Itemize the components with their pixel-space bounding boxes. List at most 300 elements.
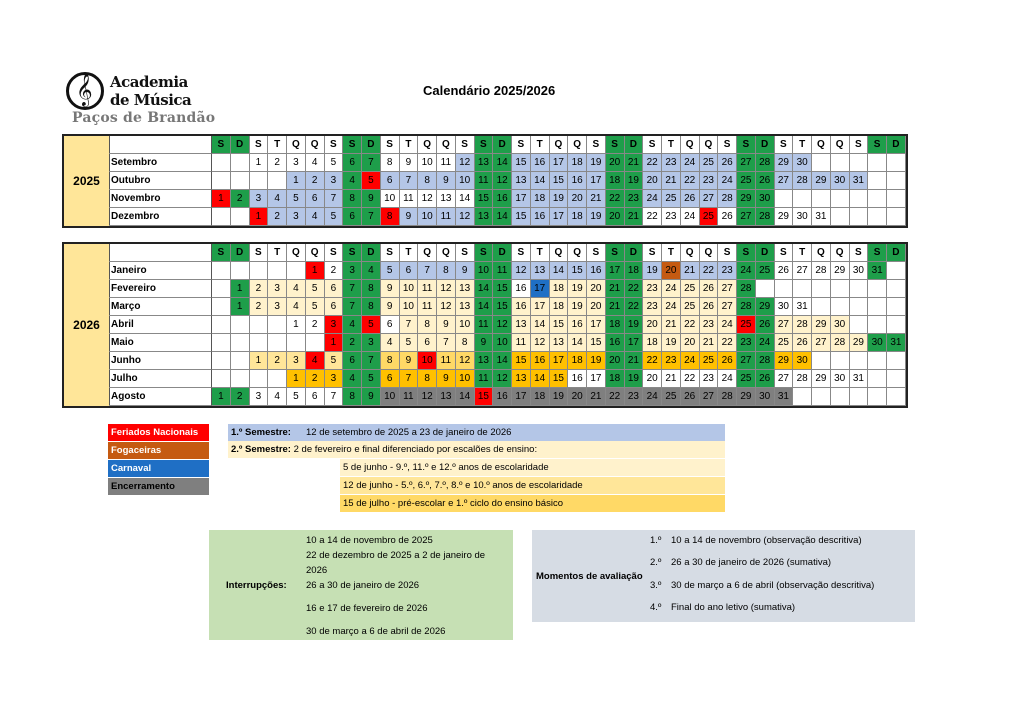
- day-cell: 29: [831, 262, 850, 280]
- day-cell: [231, 208, 250, 226]
- day-cell: 6: [381, 370, 400, 388]
- day-cell: 15: [587, 334, 606, 352]
- day-cell: 1: [231, 280, 250, 298]
- day-cell: 10: [381, 190, 400, 208]
- day-cell: 28: [793, 370, 812, 388]
- day-cell: 8: [437, 262, 456, 280]
- day-cell: [231, 262, 250, 280]
- weekday-header: S: [718, 244, 737, 262]
- day-cell: 28: [718, 388, 737, 406]
- day-cell: 3: [250, 190, 269, 208]
- day-cell: 13: [512, 172, 531, 190]
- day-cell: 1: [306, 262, 325, 280]
- weekday-header: T: [268, 136, 287, 154]
- day-cell: 2: [306, 370, 325, 388]
- day-cell: 17: [531, 298, 550, 316]
- day-cell: 2: [250, 298, 269, 316]
- day-cell: 17: [550, 352, 569, 370]
- weekday-header: S: [250, 136, 269, 154]
- day-cell: 6: [343, 352, 362, 370]
- day-cell: 5: [325, 154, 344, 172]
- evaluation-number: 1.º: [650, 535, 662, 546]
- day-cell: 10: [418, 352, 437, 370]
- day-cell: 22: [643, 352, 662, 370]
- semester-1-label: 1.º Semestre:: [231, 427, 291, 438]
- day-cell: [812, 298, 831, 316]
- day-cell: 25: [756, 262, 775, 280]
- semester-2-label: 2.º Semestre:: [231, 444, 291, 455]
- day-cell: 13: [456, 298, 475, 316]
- day-cell: 16: [606, 334, 625, 352]
- day-cell: [231, 352, 250, 370]
- semester-1-bar: [228, 424, 725, 441]
- day-cell: 17: [512, 388, 531, 406]
- weekday-header: Q: [550, 244, 569, 262]
- evaluation-box: [532, 530, 915, 622]
- weekday-header: Q: [812, 136, 831, 154]
- day-cell: [831, 154, 850, 172]
- day-cell: 8: [343, 190, 362, 208]
- weekday-header: Q: [568, 244, 587, 262]
- day-cell: 7: [343, 280, 362, 298]
- weekday-header: Q: [700, 136, 719, 154]
- day-cell: 14: [550, 262, 569, 280]
- day-cell: 12: [493, 172, 512, 190]
- day-cell: 23: [643, 298, 662, 316]
- weekday-header: S: [868, 244, 887, 262]
- day-cell: 3: [362, 334, 381, 352]
- day-cell: [212, 208, 231, 226]
- day-cell: 12: [456, 154, 475, 172]
- day-cell: [850, 280, 869, 298]
- day-cell: 10: [400, 298, 419, 316]
- day-cell: 14: [456, 190, 475, 208]
- day-cell: [268, 316, 287, 334]
- day-cell: 28: [737, 298, 756, 316]
- day-cell: [887, 352, 906, 370]
- weekday-header: S: [850, 244, 869, 262]
- evaluation-text: 30 de março a 6 de abril (observação descritiva): [671, 580, 875, 591]
- day-cell: 9: [362, 190, 381, 208]
- weekday-header: S: [250, 244, 269, 262]
- day-cell: [812, 388, 831, 406]
- weekday-header: T: [400, 244, 419, 262]
- day-cell: 9: [362, 388, 381, 406]
- day-cell: 19: [625, 172, 644, 190]
- semester-1-dates: 12 de setembro de 2025 a 23 de janeiro de 2026: [306, 427, 512, 438]
- day-cell: [268, 172, 287, 190]
- day-cell: 26: [718, 208, 737, 226]
- day-cell: 26: [718, 154, 737, 172]
- day-cell: 13: [437, 388, 456, 406]
- day-cell: [306, 334, 325, 352]
- day-cell: 19: [625, 316, 644, 334]
- day-cell: 12: [456, 352, 475, 370]
- day-cell: 8: [418, 172, 437, 190]
- day-cell: [775, 280, 794, 298]
- day-cell: 4: [287, 298, 306, 316]
- day-cell: 9: [475, 334, 494, 352]
- day-cell: 3: [268, 280, 287, 298]
- day-cell: [212, 172, 231, 190]
- day-cell: 20: [643, 370, 662, 388]
- day-cell: 15: [512, 154, 531, 172]
- weekday-header: Q: [550, 136, 569, 154]
- day-cell: 9: [381, 298, 400, 316]
- day-cell: 30: [756, 388, 775, 406]
- day-cell: 27: [812, 334, 831, 352]
- month-label: Dezembro: [109, 208, 212, 226]
- day-cell: 16: [512, 280, 531, 298]
- day-cell: 13: [475, 352, 494, 370]
- day-cell: 27: [737, 154, 756, 172]
- day-cell: 4: [306, 208, 325, 226]
- day-cell: [812, 154, 831, 172]
- day-cell: 16: [587, 262, 606, 280]
- day-cell: 20: [643, 316, 662, 334]
- day-cell: 14: [531, 370, 550, 388]
- day-cell: 10: [493, 334, 512, 352]
- evaluation-text: 10 a 14 de novembro (observação descritiva): [671, 535, 862, 546]
- day-cell: 12: [531, 334, 550, 352]
- day-cell: [887, 316, 906, 334]
- day-cell: 5: [306, 298, 325, 316]
- day-cell: 26: [718, 352, 737, 370]
- day-cell: 21: [700, 334, 719, 352]
- day-cell: 4: [343, 316, 362, 334]
- day-cell: 8: [362, 280, 381, 298]
- day-cell: 17: [550, 154, 569, 172]
- day-cell: [268, 370, 287, 388]
- day-cell: 14: [456, 388, 475, 406]
- day-cell: 3: [250, 388, 269, 406]
- day-cell: 29: [812, 370, 831, 388]
- month-label: Agosto: [109, 388, 212, 406]
- day-cell: 22: [700, 262, 719, 280]
- day-cell: 2: [268, 208, 287, 226]
- day-cell: 21: [606, 280, 625, 298]
- day-cell: 23: [737, 334, 756, 352]
- day-cell: 14: [493, 208, 512, 226]
- day-cell: 20: [681, 334, 700, 352]
- day-cell: 25: [737, 172, 756, 190]
- evaluation-number: 2.º: [650, 557, 662, 568]
- day-cell: 29: [737, 388, 756, 406]
- day-cell: 31: [850, 370, 869, 388]
- day-cell: 25: [662, 190, 681, 208]
- day-cell: [793, 190, 812, 208]
- day-cell: 28: [812, 262, 831, 280]
- day-cell: 7: [400, 370, 419, 388]
- day-cell: 20: [606, 352, 625, 370]
- weekday-header: Q: [287, 244, 306, 262]
- day-cell: 9: [400, 208, 419, 226]
- logo-line-2: de Música: [110, 91, 192, 109]
- weekday-header: Q: [812, 244, 831, 262]
- day-cell: 19: [643, 262, 662, 280]
- day-cell: 4: [343, 370, 362, 388]
- day-cell: [887, 298, 906, 316]
- day-cell: 25: [700, 208, 719, 226]
- day-cell: [831, 190, 850, 208]
- day-cell: 17: [531, 280, 550, 298]
- day-cell: 23: [700, 316, 719, 334]
- day-cell: 6: [325, 280, 344, 298]
- day-cell: 23: [643, 280, 662, 298]
- weekday-header: S: [775, 244, 794, 262]
- day-cell: 22: [681, 370, 700, 388]
- evaluation-label: Momentos de avaliação: [536, 571, 643, 582]
- day-cell: 15: [475, 388, 494, 406]
- day-cell: 28: [793, 172, 812, 190]
- day-cell: 5: [325, 208, 344, 226]
- weekday-header: S: [456, 244, 475, 262]
- day-cell: 4: [306, 352, 325, 370]
- year-label: 2025: [64, 136, 110, 226]
- day-cell: 18: [531, 388, 550, 406]
- weekday-header: S: [212, 244, 231, 262]
- day-cell: 19: [662, 334, 681, 352]
- day-cell: 27: [775, 370, 794, 388]
- day-cell: 23: [700, 370, 719, 388]
- day-cell: 10: [418, 154, 437, 172]
- day-cell: 21: [587, 190, 606, 208]
- legend-item: Carnaval: [108, 460, 209, 477]
- day-cell: 21: [587, 388, 606, 406]
- day-cell: 10: [400, 280, 419, 298]
- weekday-header: D: [231, 244, 250, 262]
- day-cell: 30: [831, 172, 850, 190]
- day-cell: 5: [287, 388, 306, 406]
- day-cell: 1: [287, 316, 306, 334]
- day-cell: 7: [362, 154, 381, 172]
- day-cell: 5: [400, 334, 419, 352]
- day-cell: 29: [775, 352, 794, 370]
- day-cell: 20: [662, 262, 681, 280]
- day-cell: 25: [681, 298, 700, 316]
- day-cell: 13: [550, 334, 569, 352]
- day-cell: 3: [343, 262, 362, 280]
- weekday-header: Q: [681, 136, 700, 154]
- day-cell: 3: [287, 352, 306, 370]
- day-cell: 17: [587, 316, 606, 334]
- day-cell: 6: [381, 172, 400, 190]
- day-cell: 22: [681, 316, 700, 334]
- weekday-header: S: [868, 136, 887, 154]
- day-cell: 4: [381, 334, 400, 352]
- day-cell: 25: [662, 388, 681, 406]
- weekday-header: Q: [418, 244, 437, 262]
- day-cell: 28: [756, 154, 775, 172]
- day-cell: [775, 190, 794, 208]
- day-cell: 5: [381, 262, 400, 280]
- day-cell: 7: [400, 316, 419, 334]
- day-cell: 27: [718, 280, 737, 298]
- day-cell: [850, 388, 869, 406]
- semester-2-bar: [228, 441, 725, 458]
- weekday-header: Q: [437, 244, 456, 262]
- day-cell: 12: [418, 388, 437, 406]
- day-cell: 23: [700, 172, 719, 190]
- day-cell: [831, 280, 850, 298]
- day-cell: [850, 190, 869, 208]
- day-cell: [212, 298, 231, 316]
- day-cell: 14: [493, 154, 512, 172]
- day-cell: 18: [568, 208, 587, 226]
- day-cell: 26: [775, 262, 794, 280]
- legend-item: Encerramento: [108, 478, 209, 495]
- day-cell: 2: [231, 190, 250, 208]
- weekday-header: D: [887, 136, 906, 154]
- day-cell: 18: [568, 352, 587, 370]
- day-cell: 12: [512, 262, 531, 280]
- day-cell: 20: [587, 280, 606, 298]
- day-cell: 23: [662, 208, 681, 226]
- weekday-header: S: [512, 244, 531, 262]
- weekday-header: Q: [306, 244, 325, 262]
- month-header-blank: [109, 136, 212, 154]
- day-cell: 1: [250, 208, 269, 226]
- treble-clef-icon: 𝄞: [76, 73, 93, 106]
- day-cell: 8: [343, 388, 362, 406]
- weekday-header: T: [793, 244, 812, 262]
- day-cell: 15: [568, 262, 587, 280]
- day-cell: 19: [587, 154, 606, 172]
- weekday-header: S: [475, 244, 494, 262]
- day-cell: 17: [587, 172, 606, 190]
- day-cell: 11: [400, 388, 419, 406]
- calendar-block-2026: [62, 242, 908, 408]
- day-cell: 27: [793, 262, 812, 280]
- day-cell: 3: [325, 316, 344, 334]
- weekday-header: D: [231, 136, 250, 154]
- day-cell: [212, 154, 231, 172]
- weekday-header: S: [643, 136, 662, 154]
- evaluation-number: 4.º: [650, 602, 662, 613]
- day-cell: 11: [437, 352, 456, 370]
- day-cell: 15: [475, 190, 494, 208]
- day-cell: [850, 208, 869, 226]
- day-cell: [250, 334, 269, 352]
- weekday-header: Q: [437, 136, 456, 154]
- day-cell: 25: [681, 280, 700, 298]
- day-cell: 17: [606, 262, 625, 280]
- day-cell: 26: [681, 388, 700, 406]
- weekday-header: T: [531, 244, 550, 262]
- month-label: Setembro: [109, 154, 212, 172]
- day-cell: [231, 154, 250, 172]
- day-cell: 1: [250, 352, 269, 370]
- weekday-header: Q: [418, 136, 437, 154]
- day-cell: 13: [475, 208, 494, 226]
- day-cell: 24: [681, 154, 700, 172]
- day-cell: 2: [250, 280, 269, 298]
- day-cell: 22: [625, 280, 644, 298]
- day-cell: [250, 262, 269, 280]
- day-cell: [868, 208, 887, 226]
- month-header-blank: [109, 244, 212, 262]
- day-cell: 15: [550, 370, 569, 388]
- day-cell: 10: [456, 370, 475, 388]
- day-cell: 7: [418, 262, 437, 280]
- day-cell: 23: [625, 388, 644, 406]
- day-cell: 23: [718, 262, 737, 280]
- day-cell: 18: [625, 262, 644, 280]
- day-cell: 12: [456, 208, 475, 226]
- day-cell: [887, 172, 906, 190]
- page-title: Calendário 2025/2026: [423, 83, 556, 98]
- academy-logo: [66, 72, 216, 128]
- day-cell: 14: [475, 280, 494, 298]
- day-cell: 21: [662, 172, 681, 190]
- day-cell: 26: [793, 334, 812, 352]
- day-cell: 1: [212, 190, 231, 208]
- day-cell: [868, 154, 887, 172]
- day-cell: [250, 370, 269, 388]
- day-cell: 8: [362, 298, 381, 316]
- day-cell: [831, 298, 850, 316]
- day-cell: 6: [306, 388, 325, 406]
- day-cell: 17: [625, 334, 644, 352]
- day-cell: 29: [850, 334, 869, 352]
- day-cell: 20: [606, 154, 625, 172]
- day-cell: 19: [568, 298, 587, 316]
- day-cell: 1: [325, 334, 344, 352]
- day-cell: 23: [662, 154, 681, 172]
- day-cell: 15: [550, 316, 569, 334]
- day-cell: 21: [681, 262, 700, 280]
- day-cell: 20: [606, 208, 625, 226]
- weekday-header: Q: [681, 244, 700, 262]
- day-cell: 24: [718, 370, 737, 388]
- day-cell: 14: [475, 298, 494, 316]
- day-cell: 15: [493, 280, 512, 298]
- weekday-header: S: [643, 244, 662, 262]
- day-cell: 5: [362, 172, 381, 190]
- day-cell: 20: [587, 298, 606, 316]
- day-cell: 9: [381, 280, 400, 298]
- day-cell: 3: [325, 370, 344, 388]
- day-cell: 18: [643, 334, 662, 352]
- day-cell: 20: [568, 190, 587, 208]
- day-cell: [231, 370, 250, 388]
- day-cell: 23: [625, 190, 644, 208]
- day-cell: 20: [643, 172, 662, 190]
- day-cell: [231, 334, 250, 352]
- day-cell: 10: [456, 316, 475, 334]
- month-label: Fevereiro: [109, 280, 212, 298]
- day-cell: 15: [550, 172, 569, 190]
- day-cell: [287, 334, 306, 352]
- day-cell: 7: [437, 334, 456, 352]
- day-cell: 2: [268, 154, 287, 172]
- day-cell: 11: [475, 172, 494, 190]
- day-cell: [868, 316, 887, 334]
- day-cell: 4: [287, 280, 306, 298]
- day-cell: [250, 316, 269, 334]
- weekday-header: D: [625, 136, 644, 154]
- day-cell: 26: [756, 316, 775, 334]
- interruption-item: 10 a 14 de novembro de 2025: [306, 535, 433, 546]
- day-cell: 10: [475, 262, 494, 280]
- day-cell: 7: [362, 208, 381, 226]
- day-cell: 4: [268, 190, 287, 208]
- day-cell: 6: [343, 154, 362, 172]
- weekday-header: Q: [568, 136, 587, 154]
- month-label: Outubro: [109, 172, 212, 190]
- day-cell: 17: [587, 370, 606, 388]
- weekday-header: S: [325, 136, 344, 154]
